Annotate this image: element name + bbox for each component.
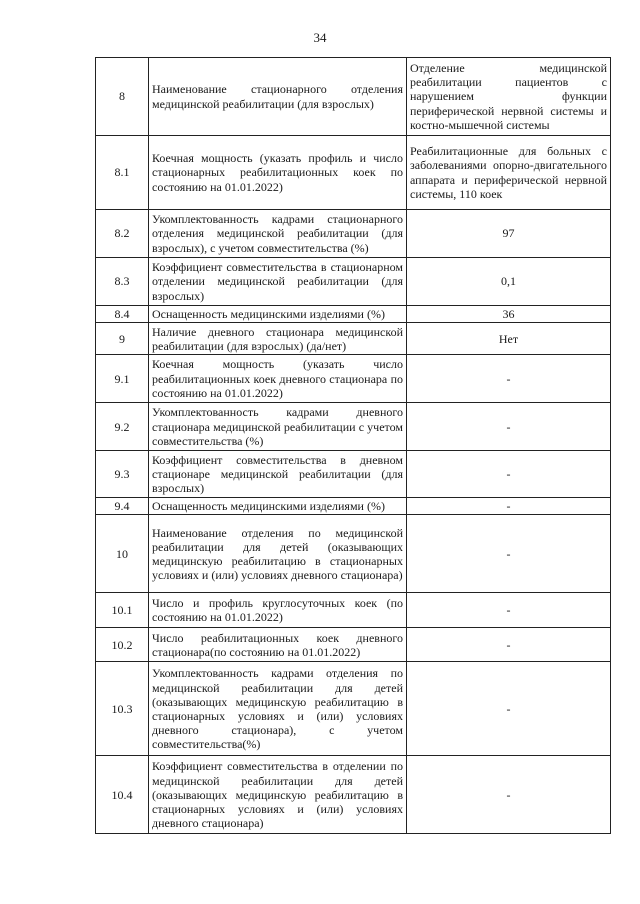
table-row <box>96 756 611 834</box>
row-number: 9.3 <box>96 451 149 498</box>
table-row <box>96 306 611 323</box>
row-number: 8 <box>96 58 149 136</box>
row-indicator: Оснащенность медицинскими изделиями (%) <box>149 306 407 323</box>
table-row <box>96 355 611 403</box>
row-value: - <box>407 498 611 515</box>
row-value: - <box>407 593 611 628</box>
table-row <box>96 498 611 515</box>
row-indicator: Число реабилитационных коек дневного стационара(по состоянию на 01.01.2022) <box>149 628 407 662</box>
row-number: 9.4 <box>96 498 149 515</box>
row-value: 36 <box>407 306 611 323</box>
table-row <box>96 451 611 498</box>
row-value: - <box>407 515 611 593</box>
row-indicator: Число и профиль круглосуточных коек (по состоянию на 01.01.2022) <box>149 593 407 628</box>
table-row <box>96 403 611 451</box>
row-number: 8.1 <box>96 136 149 210</box>
row-value: 0,1 <box>407 258 611 306</box>
row-value: Отделение медицинской реабилитации пациентов с нарушением функции периферической нервной системы и костно-мышечной системы <box>407 58 611 136</box>
table-row <box>96 136 611 210</box>
table-row <box>96 258 611 306</box>
row-number: 10.2 <box>96 628 149 662</box>
row-indicator: Коэффициент совместительства в стационарном отделении медицинской реабилитации (для взрослых) <box>149 258 407 306</box>
table-row <box>96 323 611 355</box>
row-value: 97 <box>407 210 611 258</box>
row-number: 8.2 <box>96 210 149 258</box>
row-number: 10 <box>96 515 149 593</box>
row-value: - <box>407 355 611 403</box>
row-number: 10.4 <box>96 756 149 834</box>
row-indicator: Коечная мощность (указать число реабилитационных коек дневного стационара по состоянию на 01.01.2022) <box>149 355 407 403</box>
row-number: 10.3 <box>96 662 149 756</box>
row-value: Нет <box>407 323 611 355</box>
row-indicator: Наименование отделения по медицинской реабилитации для детей (оказывающих медицинскую реабилитацию в стационарных условиях и (или) условиях дневного стационара) <box>149 515 407 593</box>
table-row <box>96 515 611 593</box>
table-row <box>96 210 611 258</box>
row-indicator: Укомплектованность кадрами стационарного отделения медицинской реабилитации (для взрослых), с учетом совместительства (%) <box>149 210 407 258</box>
row-indicator: Наименование стационарного отделения медицинской реабилитации (для взрослых) <box>149 58 407 136</box>
indicators-table <box>95 57 611 834</box>
row-value: - <box>407 756 611 834</box>
row-number: 9 <box>96 323 149 355</box>
row-value: - <box>407 662 611 756</box>
page-number: 34 <box>313 30 327 45</box>
table-row <box>96 628 611 662</box>
row-number: 8.4 <box>96 306 149 323</box>
row-indicator: Укомплектованность кадрами дневного стационара медицинской реабилитации с учетом совместительства (%) <box>149 403 407 451</box>
row-value: - <box>407 403 611 451</box>
table-row <box>96 662 611 756</box>
row-number: 9.1 <box>96 355 149 403</box>
row-indicator: Наличие дневного стационара медицинской реабилитации (для взрослых) (да/нет) <box>149 323 407 355</box>
row-value: - <box>407 451 611 498</box>
row-indicator: Оснащенность медицинскими изделиями (%) <box>149 498 407 515</box>
row-value: - <box>407 628 611 662</box>
row-number: 8.3 <box>96 258 149 306</box>
row-indicator: Коечная мощность (указать профиль и число стационарных реабилитационных коек по состоянию на 01.01.2022) <box>149 136 407 210</box>
row-number: 10.1 <box>96 593 149 628</box>
table-row <box>96 593 611 628</box>
row-number: 9.2 <box>96 403 149 451</box>
row-indicator: Коэффициент совместительства в дневном стационаре медицинской реабилитации (для взрослых) <box>149 451 407 498</box>
row-indicator: Укомплектованность кадрами отделения по медицинской реабилитации для детей (оказывающих медицинскую реабилитацию в стационарных условиях и (или) условиях дневного стационара), с учетом совместительства(%) <box>149 662 407 756</box>
row-value: Реабилитационные для больных с заболеваниями опорно-двигательного аппарата и периферической нервной системы, 110 коек <box>407 136 611 210</box>
row-indicator: Коэффициент совместительства в отделении по медицинской реабилитации для детей (оказывающих медицинскую реабилитацию в стационарных условиях и (или) условиях дневного стационара) <box>149 756 407 834</box>
table-row <box>96 58 611 136</box>
